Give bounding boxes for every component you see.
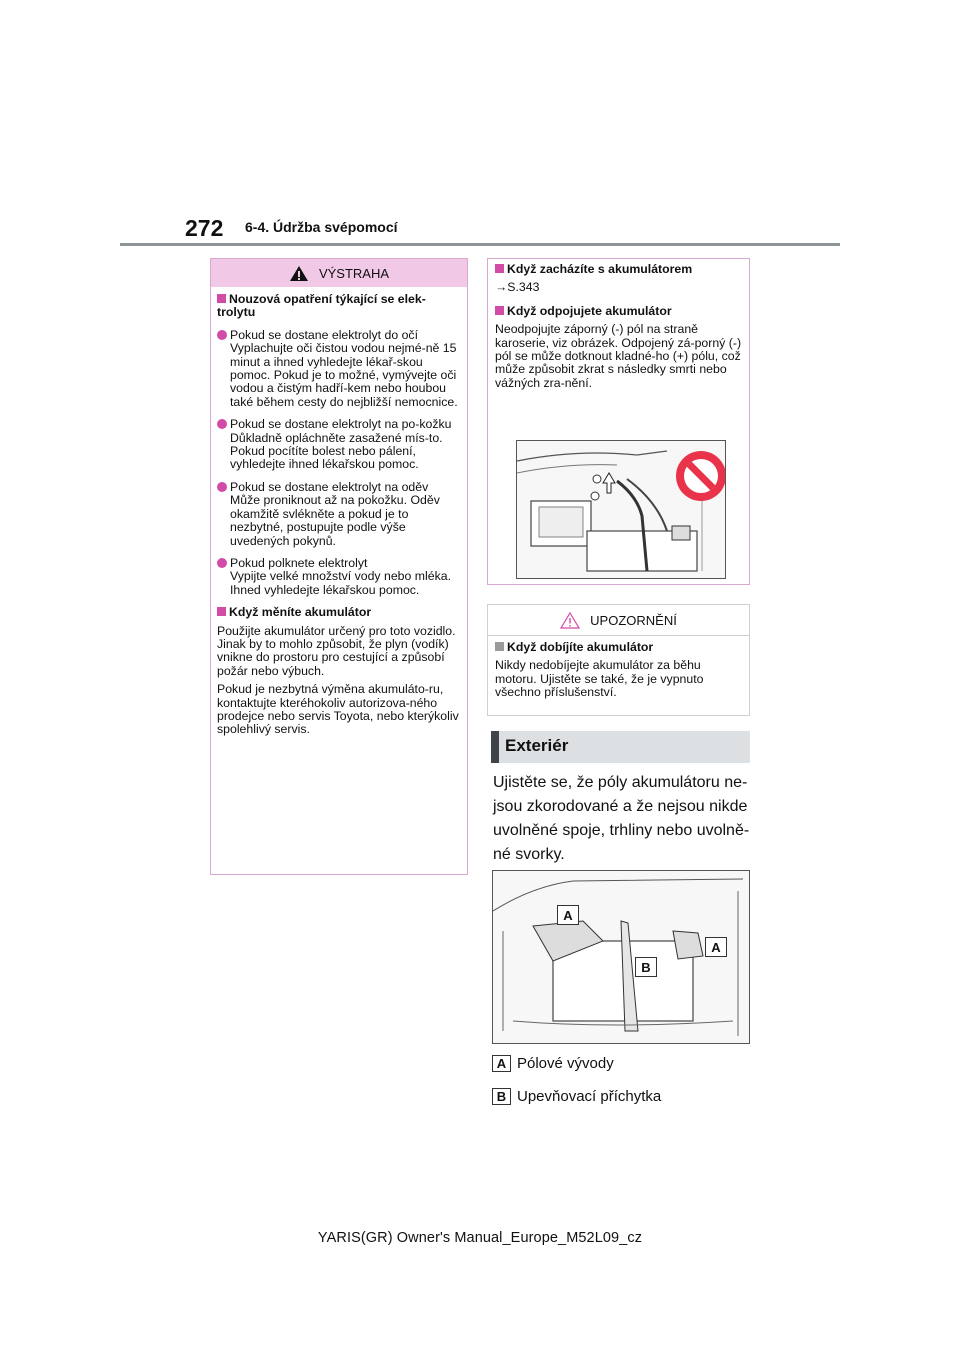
replace-paragraph-1: Použijte akumulátor určený pro toto vozidlo. Jinak by to mohlo způsobit, že plyn (vodík) vnikne do prostoru pro cestující a způsobí požár nebo výbuch. (217, 623, 456, 678)
warning-box (210, 258, 468, 875)
caution-box (487, 604, 750, 716)
charging-heading: Když dobíjíte akumulátor (495, 641, 742, 654)
disconnect-heading: Když odpojujete akumulátor (495, 305, 742, 318)
caution-title: UPOZORNĚNÍ (590, 612, 677, 628)
round-bullet-icon (217, 558, 227, 568)
round-bullet-icon (217, 330, 227, 340)
warning-item: Pokud polknete elektrolyt Vypijte velké množství vody nebo mléka. Ihned vyhledejte lékařskou pomoc. (217, 557, 461, 597)
label-b: B (635, 957, 657, 977)
disconnect-text: Neodpojujte záporný (-) pól na straně karoserie, viz obrázek. Odpojený zá-porný (-) pól se může dotknout kladné-ho (+) pólu, což může způsobit zkrat s následky smrti nebo vážných zra-nění. (495, 322, 742, 390)
warning-header (211, 259, 467, 287)
handling-heading: Když zacházíte s akumulátorem (495, 263, 742, 276)
page-number: 272 (185, 215, 224, 241)
replace-paragraph-2: Pokud je nezbytná výměna akumuláto-ru, kontaktujte kteréhokoliv autorizova-ného prodejce nebo servis Toyota, nebo kterýkoliv spolehlivý servis. (217, 682, 459, 737)
square-bullet-icon (217, 294, 226, 303)
round-bullet-icon (217, 419, 227, 429)
charging-text: Nikdy nedobíjejte akumulátor za běhu motoru. Ujistěte se také, že je vypnuto všechno příslušenství. (495, 658, 704, 700)
round-bullet-icon (217, 482, 227, 492)
legend-key: B (492, 1088, 511, 1105)
square-bullet-icon (495, 306, 504, 315)
caution-header (488, 605, 749, 636)
exterior-body: Ujistěte se, že póly akumulátoru ne-jsou zkorodované a že nejsou nikde uvolněné spoje, trhliny nebo uvolně-né svorky. (493, 774, 750, 863)
caution-triangle-icon (560, 612, 580, 629)
warning-item: Pokud se dostane elektrolyt do očí Vyplachujte oči čistou vodou nejmé-ně 15 minut a ihned vyhledejte lékař-skou pomoc. Pokud je to možné, vymývejte oči vodou a čistým hadří-kem nebo houbou také během cesty do nejbližší nemocnice. (217, 329, 461, 409)
warning-item: Pokud se dostane elektrolyt na oděv Může proniknout až na pokožku. Oděv okamžitě svlékněte a pokud je to nezbytné, postupujte podle výše uvedených pokynů. (217, 481, 461, 548)
label-a: A (705, 937, 727, 957)
battery-disconnect-illustration (516, 440, 726, 579)
page-reference: →S.343 (495, 280, 540, 295)
section-title: 6-4. Údržba svépomocí (245, 219, 398, 235)
square-bullet-icon (495, 642, 504, 651)
legend-text: Upevňovací příchytka (517, 1088, 662, 1105)
header-rule (120, 243, 840, 246)
warning-title: VÝSTRAHA (318, 265, 390, 281)
square-bullet-icon (217, 607, 226, 616)
warning-triangle-icon (289, 265, 309, 282)
footer-text: YARIS(GR) Owner's Manual_Europe_M52L09_cz (317, 1230, 643, 1246)
legend-text: Pólové vývody (517, 1055, 614, 1072)
warning-item: Pokud se dostane elektrolyt na po-kožku Důkladně opláchněte zasažené mís-to. Pokud pocítíte bolest nebo pálení, vyhledejte ihned lékařskou pomoc. (217, 418, 461, 472)
legend-item (492, 1055, 614, 1072)
battery-terminals-illustration (492, 870, 750, 1044)
exterior-heading-accent (491, 731, 499, 763)
warning-subheading: Nouzová opatření týkající se elek-trolytu (217, 292, 426, 320)
legend-item (492, 1088, 661, 1105)
exterior-heading: Exteriér (505, 736, 569, 755)
replace-heading: Když měníte akumulátor (217, 606, 461, 619)
legend-key: A (492, 1055, 511, 1072)
label-a: A (557, 905, 579, 925)
square-bullet-icon (495, 264, 504, 273)
